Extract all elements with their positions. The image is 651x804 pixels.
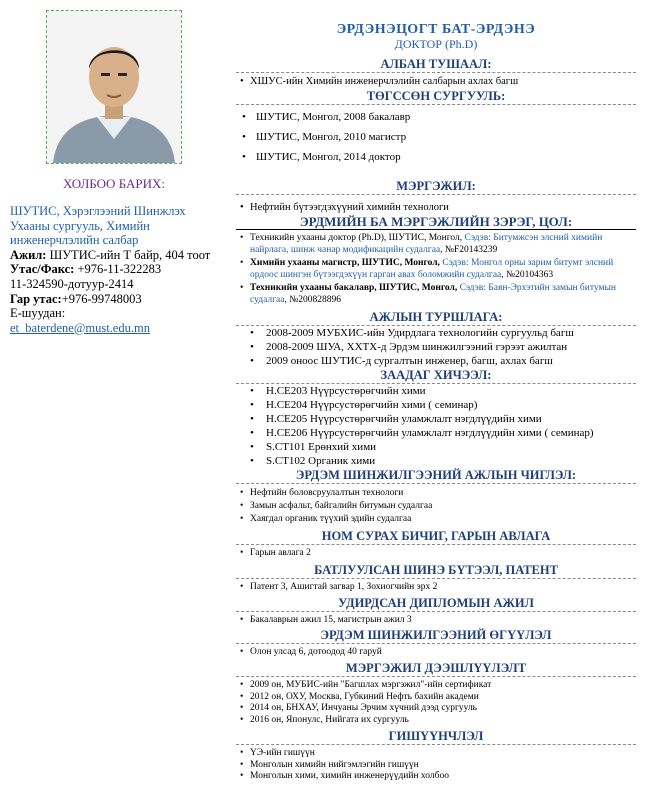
section-title-specialty: МЭРГЭЖИЛ:	[236, 179, 636, 195]
degree-text: Техникийн ухааны бакалавр, ШУТИС, Монгол,	[250, 283, 460, 293]
list-item: • 2012 он, ОХУ, Москва, Губкиний Нефть бахийн академи	[236, 692, 636, 704]
list-item: • Замын асфальт, байгалийн битумын судалгаа	[236, 500, 636, 513]
degree-item	[236, 283, 636, 306]
section-title-degrees: ЭРДМИЙН БА МЭРГЭЖЛИЙН ЗЭРЭГ, ЦОЛ:	[236, 214, 636, 230]
list-item: • Нефтийн бүтээгдэхүүний химийн технологи	[236, 201, 636, 215]
contact-org-line: ШУТИС, Хэрэглээний Шинжлэх	[10, 204, 186, 218]
section-title-outputs: ЭРДЭМ ШИНЖИЛГЭЭНИЙ ӨГҮҮЛЭЛ	[236, 628, 636, 644]
section-title-research: ЭРДЭМ ШИНЖИЛГЭЭНИЙ АЖЛЫН ЧИГЛЭЛ:	[236, 468, 636, 484]
contact-work	[10, 248, 228, 263]
list-item: • ХШУС-ийн Химийн инженерчлэлийн салбарын ахлах багш	[236, 75, 636, 89]
contact-org-line: инженерчлэлийн салбар	[10, 233, 139, 248]
list-item: • H.CE206 Нүүрсустөрөгчийн уламжлалт нэгдлүүдийн хими ( семинар)	[236, 426, 636, 440]
degree-topic: Сэдэв: Монгол орны зарим битумт элсний ордоос шингэн бүтээгдэхүүн гарган авах боломжийн судалгаа	[250, 258, 614, 280]
membership-list	[236, 748, 636, 783]
position-list	[236, 75, 636, 89]
degree-topic: Сэдэв: Битумжсэн элсний химийн найрлага, шинж чанар модификацийн судалгаа	[250, 233, 603, 255]
degree-text: Химийн ухааны магистр, ШУТИС, Монгол,	[250, 258, 443, 268]
person-name: ЭРДЭНЭЦОГТ БАТ-ЭРДЭНЭ	[336, 22, 536, 37]
section-title-school: ТӨГССӨН СУРГУУЛЬ:	[236, 89, 636, 105]
work-value: ШУТИС-ийн Т байр, 404 тоот	[46, 247, 211, 262]
degree-number: , №20104363	[501, 269, 554, 280]
section-title-experience: АЖЛЫН ТУРШЛАГА:	[236, 310, 636, 326]
list-item: • ШУТИС, Монгол, 2010 магистр	[236, 127, 636, 147]
email-link[interactable]: et_baterdene@must.edu.mn	[10, 320, 150, 335]
list-item: • Гарын авлага 2	[236, 548, 636, 560]
degree-text: Техникийн ухааны доктор (Ph.D), ШУТИС, Монгол,	[250, 233, 465, 243]
contact-phone-extension: 11-324590-дотуур-2414	[10, 276, 134, 291]
training-list	[236, 680, 636, 726]
right-column	[236, 22, 636, 783]
mobile-value: +976-99748003	[61, 291, 142, 306]
list-item: • ШУТИС, Монгол, 2014 доктор	[236, 147, 636, 167]
list-item: • Бакалаврын ажил 15, магистрын ажил 3	[236, 615, 636, 627]
list-item: • 2009 он, МУБИС-ийн "Багшлах мэргэжил"-ийн сертификат	[236, 680, 636, 692]
degree-item	[236, 233, 636, 256]
section-title-position: АЛБАН ТУШААЛ:	[236, 57, 636, 73]
research-list	[236, 487, 636, 526]
list-item: • ШУТИС, Монгол, 2008 бакалавр	[236, 107, 636, 127]
list-item: • Монголын химийн нийгэмлэгийн гишүүн	[236, 760, 636, 772]
list-item: • 2014 он, БНХАУ, Инчуаны Эрчим хүчний дээд сургууль	[236, 703, 636, 715]
contact-info	[10, 204, 228, 335]
degree-number: , №F20143239	[440, 244, 498, 255]
profile-photo	[46, 10, 182, 164]
degree-topic: Сэдэв: Баян-Эрхэтийн замын битумын судалгаа	[250, 283, 616, 305]
contact-org-line: Ухааны сургууль, Химийн	[10, 218, 150, 233]
list-item: • H.CE205 Нүүрсустөрөгчийн уламжлалт нэгдлүүдийн хими	[236, 412, 636, 426]
courses-list	[236, 384, 636, 468]
contact-phone	[10, 262, 228, 277]
outputs-list	[236, 647, 636, 659]
mobile-label: Гар утас:	[10, 291, 62, 306]
email-label: E-шуудан:	[10, 306, 66, 321]
list-item: • Монголын хими, химийн инженерүүдийн холбоо	[236, 771, 636, 783]
list-item: • Нефтийн боловсруулалтын технологи	[236, 487, 636, 500]
list-item: • 2009 оноос ШУТИС-д сургалтын инженер, багш, ахлах багш	[236, 354, 636, 368]
list-item: • Патент 3, Ашигтай загвар 1, Зохиогчийн эрх 2	[236, 582, 636, 594]
person-portrait-icon	[47, 11, 181, 163]
list-item: • S.CT101 Ерөнхий хими	[236, 440, 636, 454]
school-list	[236, 107, 636, 167]
experience-list	[236, 326, 636, 368]
list-item: • S.CT102 Органик хими	[236, 454, 636, 468]
list-item: • H.CE204 Нүүрсустөрөгчийн хими ( семинар)	[236, 398, 636, 412]
list-item: • 2008-2009 ШУА, ХХТХ-д Эрдэм шинжилгээний гэрээт ажилтан	[236, 340, 636, 354]
specialty-list	[236, 201, 636, 215]
books-list	[236, 548, 636, 560]
section-title-patents: БАТЛУУЛСАН ШИНЭ БҮТЭЭЛ, ПАТЕНТ	[236, 563, 636, 579]
degree-item	[236, 258, 636, 281]
list-item: • 2008-2009 МУБХИС-ийн Удирдлага технологийн сургуульд багш	[236, 326, 636, 340]
person-degree: ДОКТОР (Ph.D)	[394, 37, 478, 51]
list-item: • Олон улсад 6, дотоодод 40 гаруй	[236, 647, 636, 659]
list-item: • H.CE203 Нүүрсустөрөгчийн хими	[236, 384, 636, 398]
list-item: • Хаягдал органик түүхий эдийн судалгаа	[236, 513, 636, 526]
section-title-theses: УДИРДСАН ДИПЛОМЫН АЖИЛ	[236, 596, 636, 612]
list-item: • ҮЭ-ийн гишүүн	[236, 748, 636, 760]
section-title-membership: ГИШҮҮНЧЛЭЛ	[236, 729, 636, 745]
contact-title: ХОЛБОО БАРИХ:	[63, 176, 165, 191]
patents-list	[236, 582, 636, 594]
degree-number: , №200828896	[284, 294, 342, 305]
contact-mobile	[10, 292, 228, 307]
section-title-training: МЭРГЭЖИЛ ДЭЭШЛҮҮЛЭЛТ	[236, 661, 636, 677]
phone-value: +976-11-322283	[74, 262, 162, 277]
section-title-courses: ЗААДАГ ХИЧЭЭЛ:	[236, 368, 636, 384]
list-item: • 2016 он, Японулс, Нийгата их сургууль	[236, 715, 636, 727]
section-title-books: НОМ СУРАХ БИЧИГ, ГАРЫН АВЛАГА	[236, 529, 636, 545]
phone-label: Утас/Факс:	[10, 262, 75, 277]
theses-list	[236, 615, 636, 627]
degrees-list	[236, 233, 636, 306]
work-label: Ажил:	[10, 247, 47, 262]
